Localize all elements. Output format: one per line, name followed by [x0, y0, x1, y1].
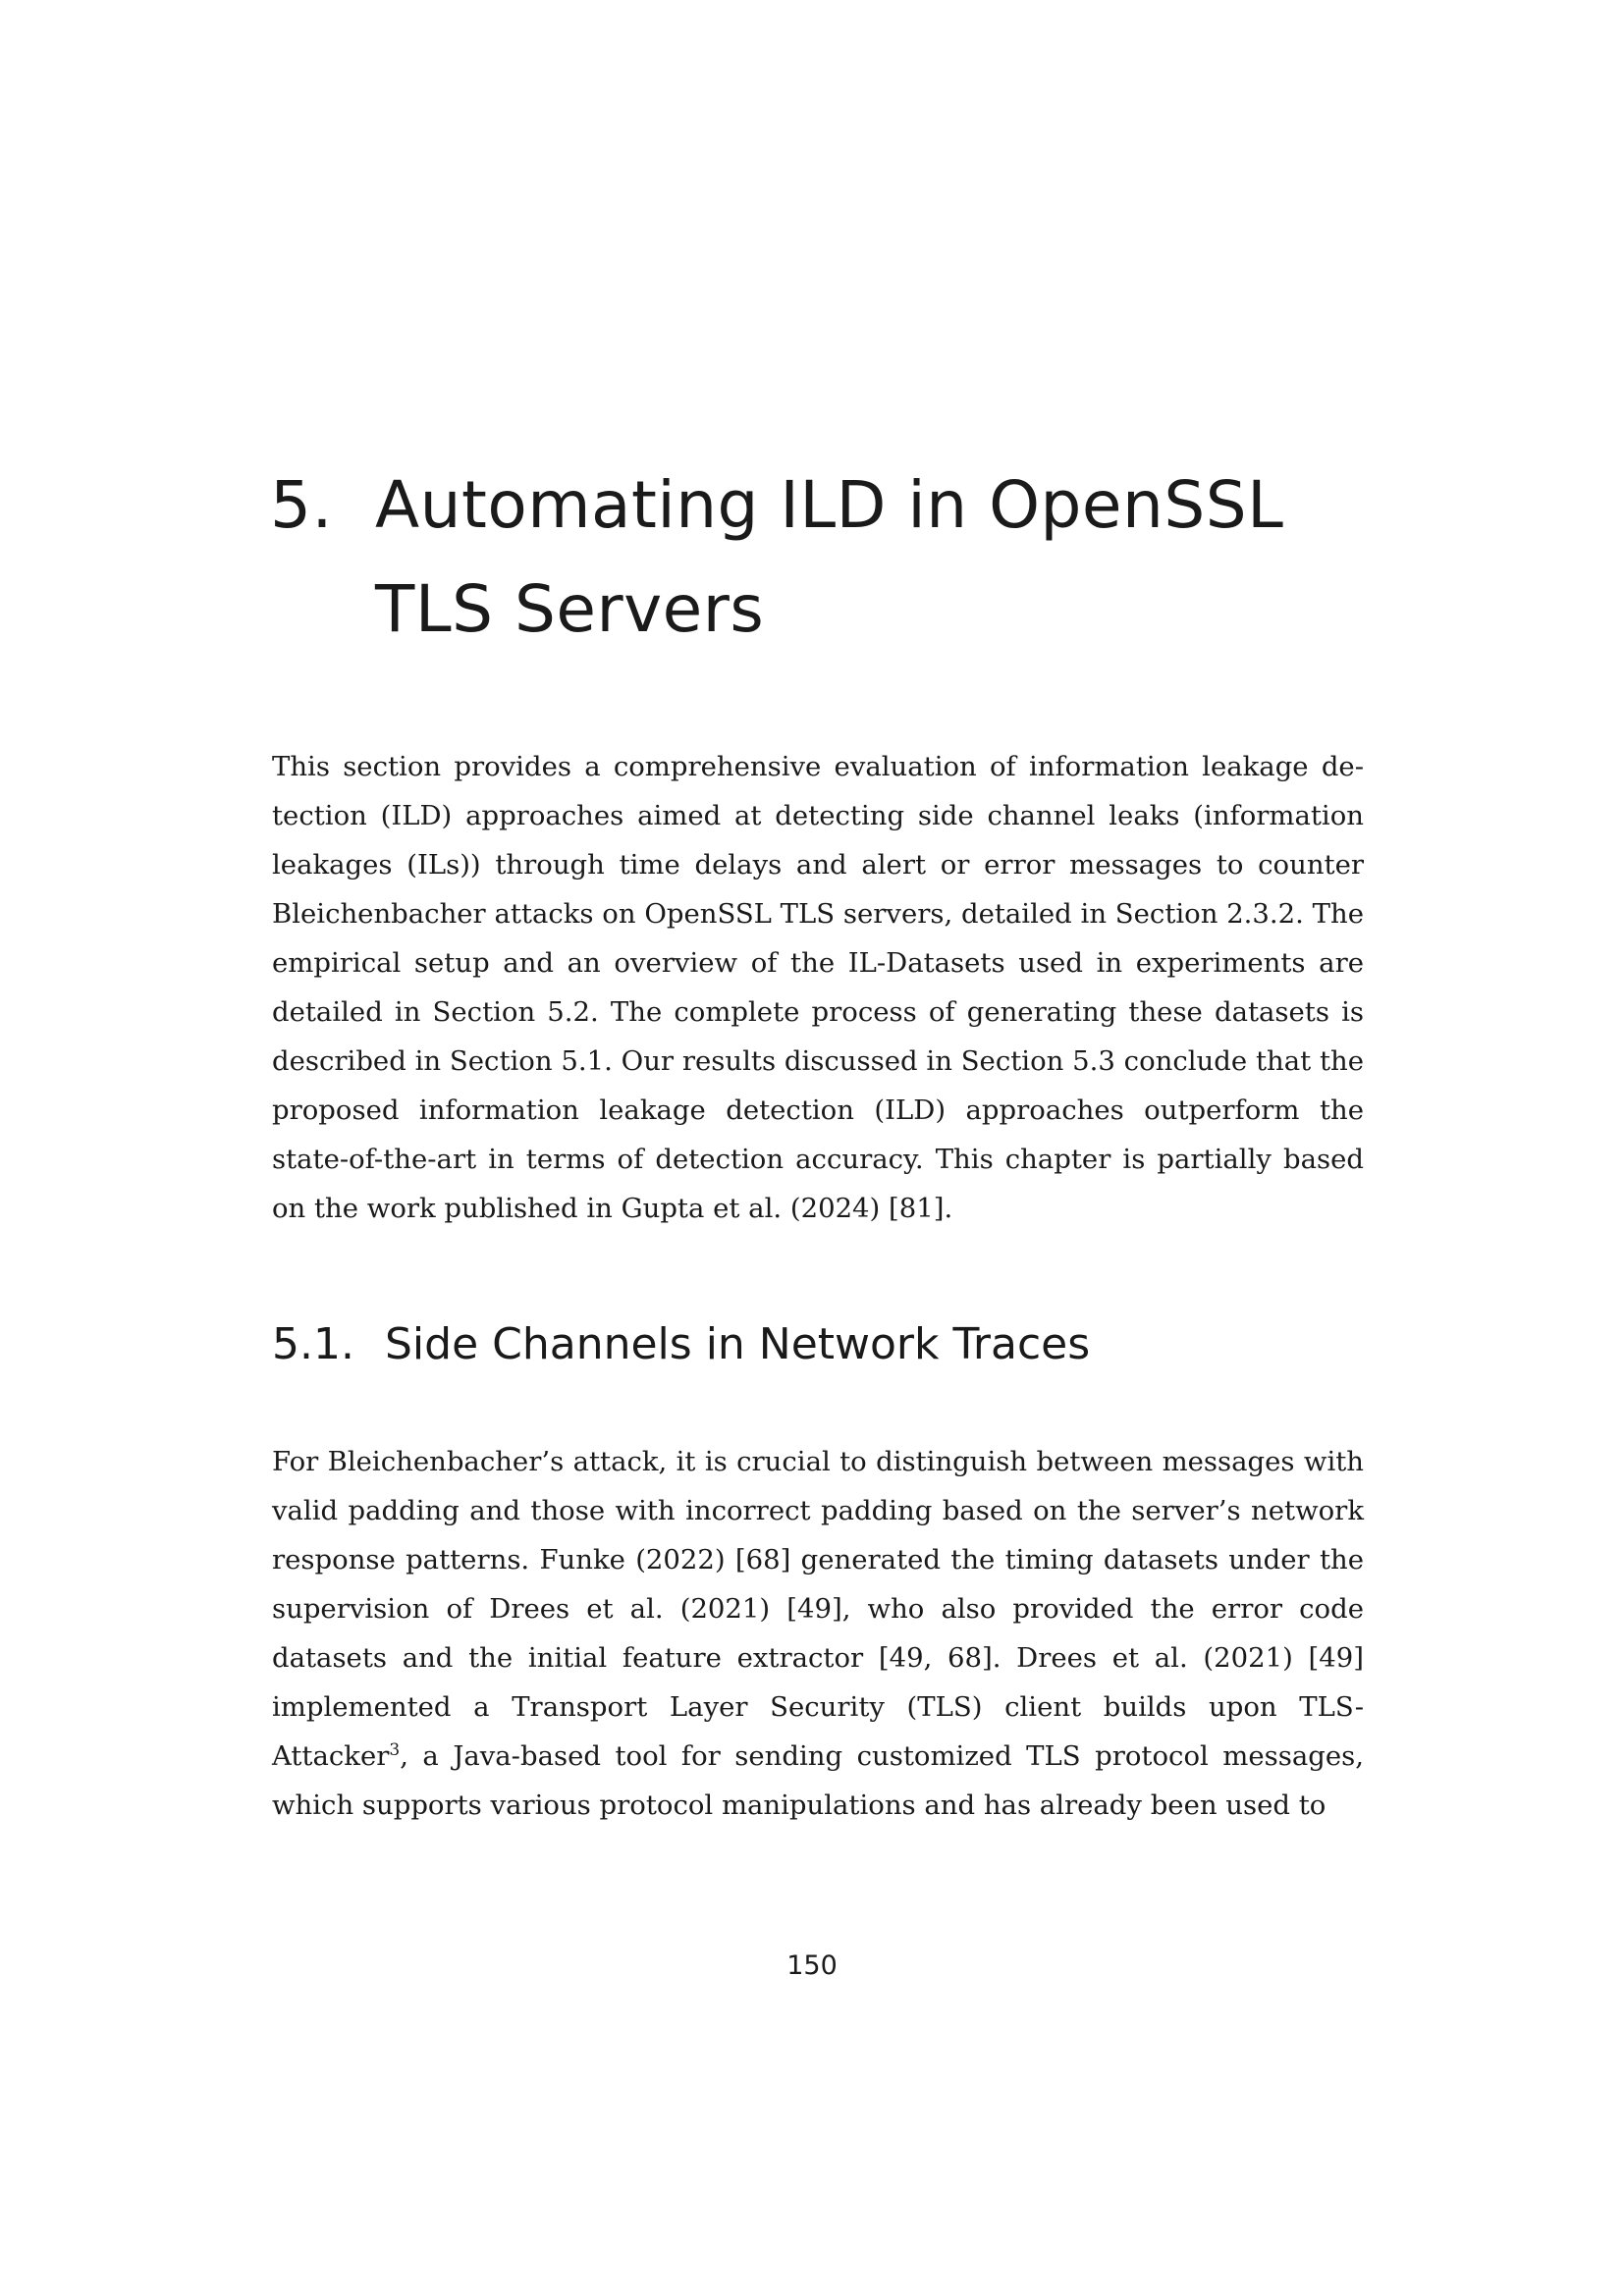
section-title-text: Side Channels in Network Traces [385, 1319, 1091, 1369]
page-number: 150 [786, 1950, 838, 1981]
section-paragraph [272, 1437, 1364, 1830]
chapter-number: 5. [270, 467, 333, 543]
chapter-title [270, 454, 1380, 662]
section-number: 5.1. [272, 1319, 354, 1369]
intro-paragraph: This section provides a comprehensive evaluation of information leakage detection (ILD) approaches aimed at detecting side channel leaks (information leakages (ILs)) through time delays and alert or error messages to counter Bleichenbacher attacks on OpenSSL TLS servers, detailed in Section 2.3.2. The empirical setup and an overview of the IL-Datasets used in experiments are detailed in Section 5.2. The complete process of generating these datasets is described in Section 5.1. Our results discussed in Section 5.3 conclude that the proposed information leakage detection (ILD) approaches outperform the state-of-the-art in terms of detection accuracy. This chapter is partially based on the work published in Gupta et al. (2024) [81]. [272, 751, 1364, 1224]
chapter-title-text: Automating ILD in OpenSSL TLS Servers [375, 467, 1284, 647]
section-paragraph-text-before: For Bleichenbacher’s attack, it is crucial to distinguish between messages with valid padding and those with incorrect padding based on the server’s network response patterns. Funke (2022) [68] generated the timing datasets under the supervision of Drees et al. (2021) [49], who also provided the error code datasets and the initial feature extractor [49, 68]. Drees et al. (2021) [49] implemented a Transport Layer Security (TLS) client builds upon TLS-Attacker [272, 1446, 1364, 1772]
section-paragraph-text-after: , a Java-based tool for sending customized TLS protocol messages, which supports various protocol manipulations and has already been used to [272, 1740, 1364, 1821]
footnote-mark[interactable]: 3 [389, 1739, 401, 1760]
section-heading [272, 1315, 1364, 1374]
